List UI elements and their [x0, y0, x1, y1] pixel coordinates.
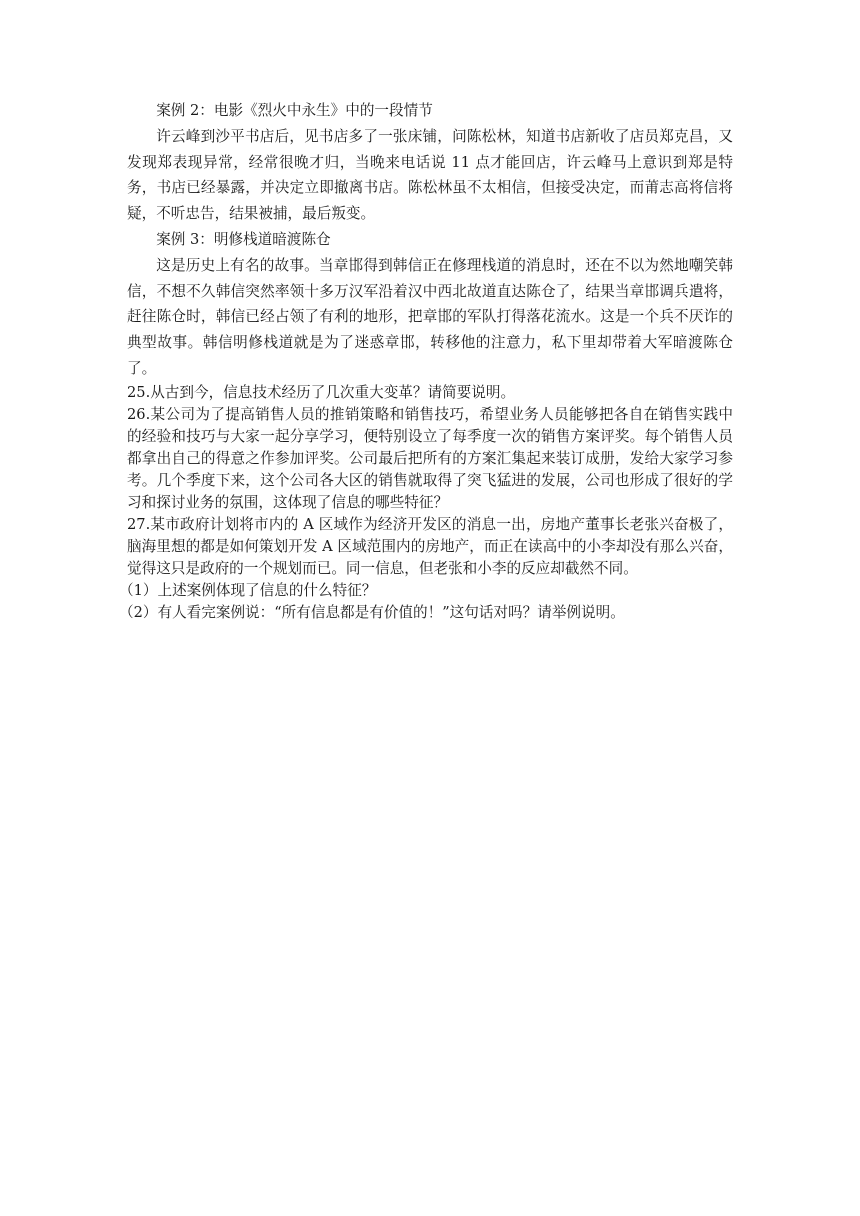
question-27-sub-1: （1）上述案例体现了信息的什么特征？: [119, 581, 377, 599]
question-26: 26.某公司为了提高销售人员的推销策略和销售技巧，希望业务人员能够把各自在销售实践中的经验和技巧与大家一起分享学习，便特别设立了每季度一次的销售方案评奖。每个销售人员都拿出自己的得意之作参加评奖。公司最后把所有的方案汇集起来装订成册，发给大家学习参考。几个季度下来，这个公司各大区的销售就取得了突飞猛进的发展，公司也形成了很好的学习和探讨业务的氛围，这体现了信息的哪些特征？: [127, 405, 733, 511]
question-27-sub-2: （2）有人看完案例说：“所有信息都是有价值的！”这句话对吗？请举例说明。: [119, 603, 625, 621]
document-content: [119, 98, 733, 624]
question-25: 25.从古到今，信息技术经历了几次重大变革？请简要说明。: [127, 383, 516, 401]
question-27: 27.某市政府计划将市内的 A 区域作为经济开发区的消息一出，房地产董事长老张兴奋极了，脑海里想的都是如何策划开发 A 区域范围内的房地产，而正在读高中的小李却没有那么兴奋，觉得这只是政府的一个规划而已。同一信息，但老张和小李的反应却截然不同。: [127, 515, 733, 577]
case2-paragraph: 许云峰到沙平书店后，见书店多了一张床铺，问陈松林，知道书店新收了店员郑克昌，又发现郑表现异常，经常很晚才归，当晚来电话说 11 点才能回店，许云峰马上意识到郑是特务，书店已经暴露，并决定立即撤离书店。陈松林虽不太相信，但接受决定，而莆志高将信将疑，不听忠告，结果被捕，最后叛变。: [127, 127, 733, 223]
case3-paragraph: 这是历史上有名的故事。当章邯得到韩信正在修理栈道的消息时，还在不以为然地嘲笑韩信，不想不久韩信突然率领十多万汉军沿着汉中西北故道直达陈仓了，结果当章邯调兵遣将，赶往陈仓时，韩信已经占领了有利的地形，把章邯的军队打得落花流水。这是一个兵不厌诈的典型故事。韩信明修栈道就是为了迷惑章邯，转移他的注意力，私下里却带着大军暗渡陈仓了。: [127, 256, 733, 377]
case2-title: 案例 2：电影《烈火中永生》中的一段情节: [156, 102, 433, 119]
case3-title: 案例 3：明修栈道暗渡陈仓: [156, 230, 331, 248]
